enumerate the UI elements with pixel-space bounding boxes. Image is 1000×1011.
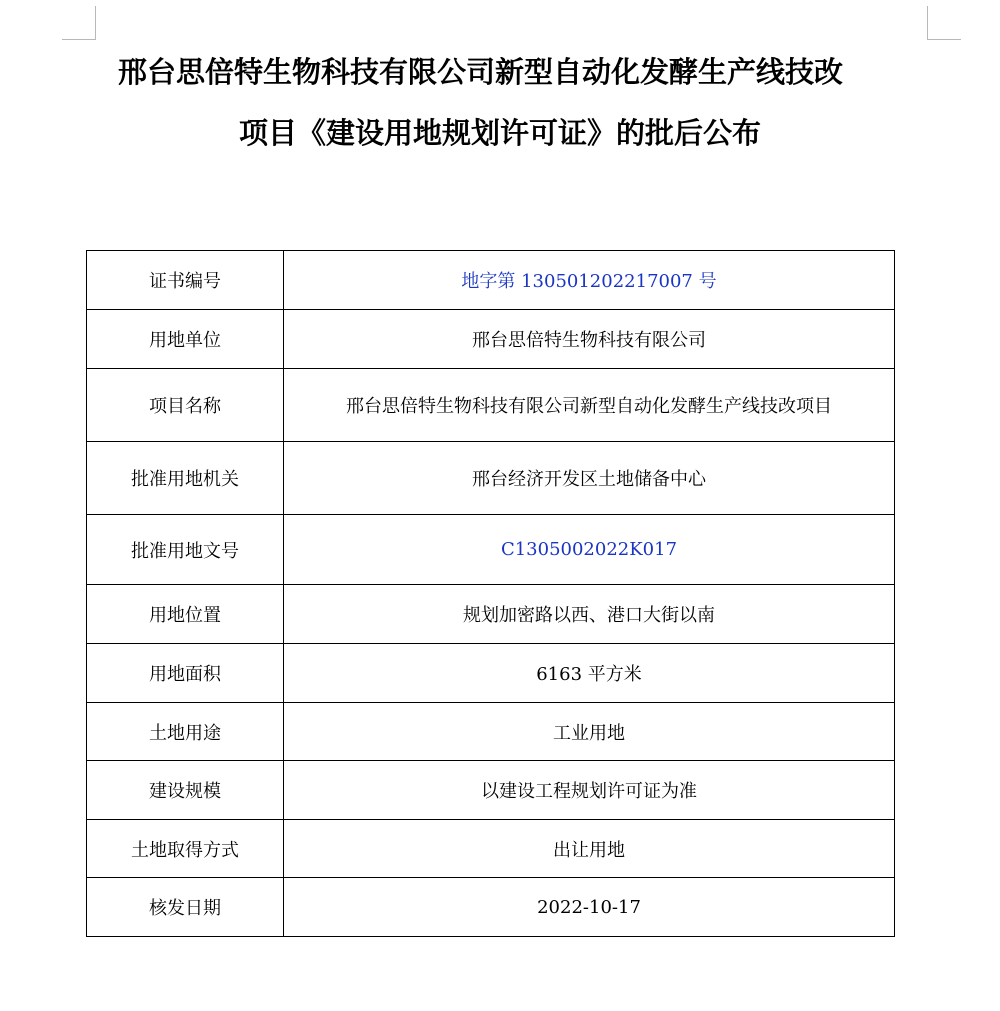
table-row-approving-authority <box>87 442 895 515</box>
document-title-line-2: 项目《建设用地规划许可证》的批后公布 <box>238 116 761 150</box>
table-row-issue-date <box>87 878 895 937</box>
value-construction-scale: 以建设工程规划许可证为准 <box>284 761 895 820</box>
label-land-area: 用地面积 <box>87 644 284 703</box>
table-row-project-name <box>87 369 895 442</box>
table-row-approval-document-number <box>87 515 895 585</box>
label-certificate-number: 证书编号 <box>87 251 284 310</box>
label-project-name: 项目名称 <box>87 369 284 442</box>
label-construction-scale: 建设规模 <box>87 761 284 820</box>
label-acquisition-method: 土地取得方式 <box>87 820 284 878</box>
value-certificate-number[interactable]: 地字第 130501202217007 号 <box>284 251 895 310</box>
value-project-name: 邢台思倍特生物科技有限公司新型自动化发酵生产线技改项目 <box>284 369 895 442</box>
value-land-use: 工业用地 <box>284 703 895 761</box>
crop-mark-top-left <box>62 6 96 40</box>
document-title-line-1: 邢台思倍特生物科技有限公司新型自动化发酵生产线技改 <box>118 55 844 89</box>
label-approving-authority: 批准用地机关 <box>87 442 284 515</box>
permit-info-table <box>86 250 895 937</box>
label-land-use: 土地用途 <box>87 703 284 761</box>
value-land-user: 邢台思倍特生物科技有限公司 <box>284 310 895 369</box>
table-row-certificate-number <box>87 251 895 310</box>
value-approval-document-number[interactable]: C1305002022K017 <box>284 515 895 585</box>
table-row-land-use <box>87 703 895 761</box>
table-row-acquisition-method <box>87 820 895 878</box>
table-row-land-user <box>87 310 895 369</box>
label-issue-date: 核发日期 <box>87 878 284 937</box>
table-row-land-location <box>87 585 895 644</box>
table-row-land-area <box>87 644 895 703</box>
value-issue-date: 2022-10-17 <box>284 878 895 937</box>
value-land-location: 规划加密路以西、港口大街以南 <box>284 585 895 644</box>
value-approving-authority: 邢台经济开发区土地储备中心 <box>284 442 895 515</box>
crop-mark-top-right <box>927 6 961 40</box>
label-land-location: 用地位置 <box>87 585 284 644</box>
label-land-user: 用地单位 <box>87 310 284 369</box>
value-acquisition-method: 出让用地 <box>284 820 895 878</box>
label-approval-document-number: 批准用地文号 <box>87 515 284 585</box>
value-land-area: 6163 平方米 <box>284 644 895 703</box>
table-row-construction-scale <box>87 761 895 820</box>
